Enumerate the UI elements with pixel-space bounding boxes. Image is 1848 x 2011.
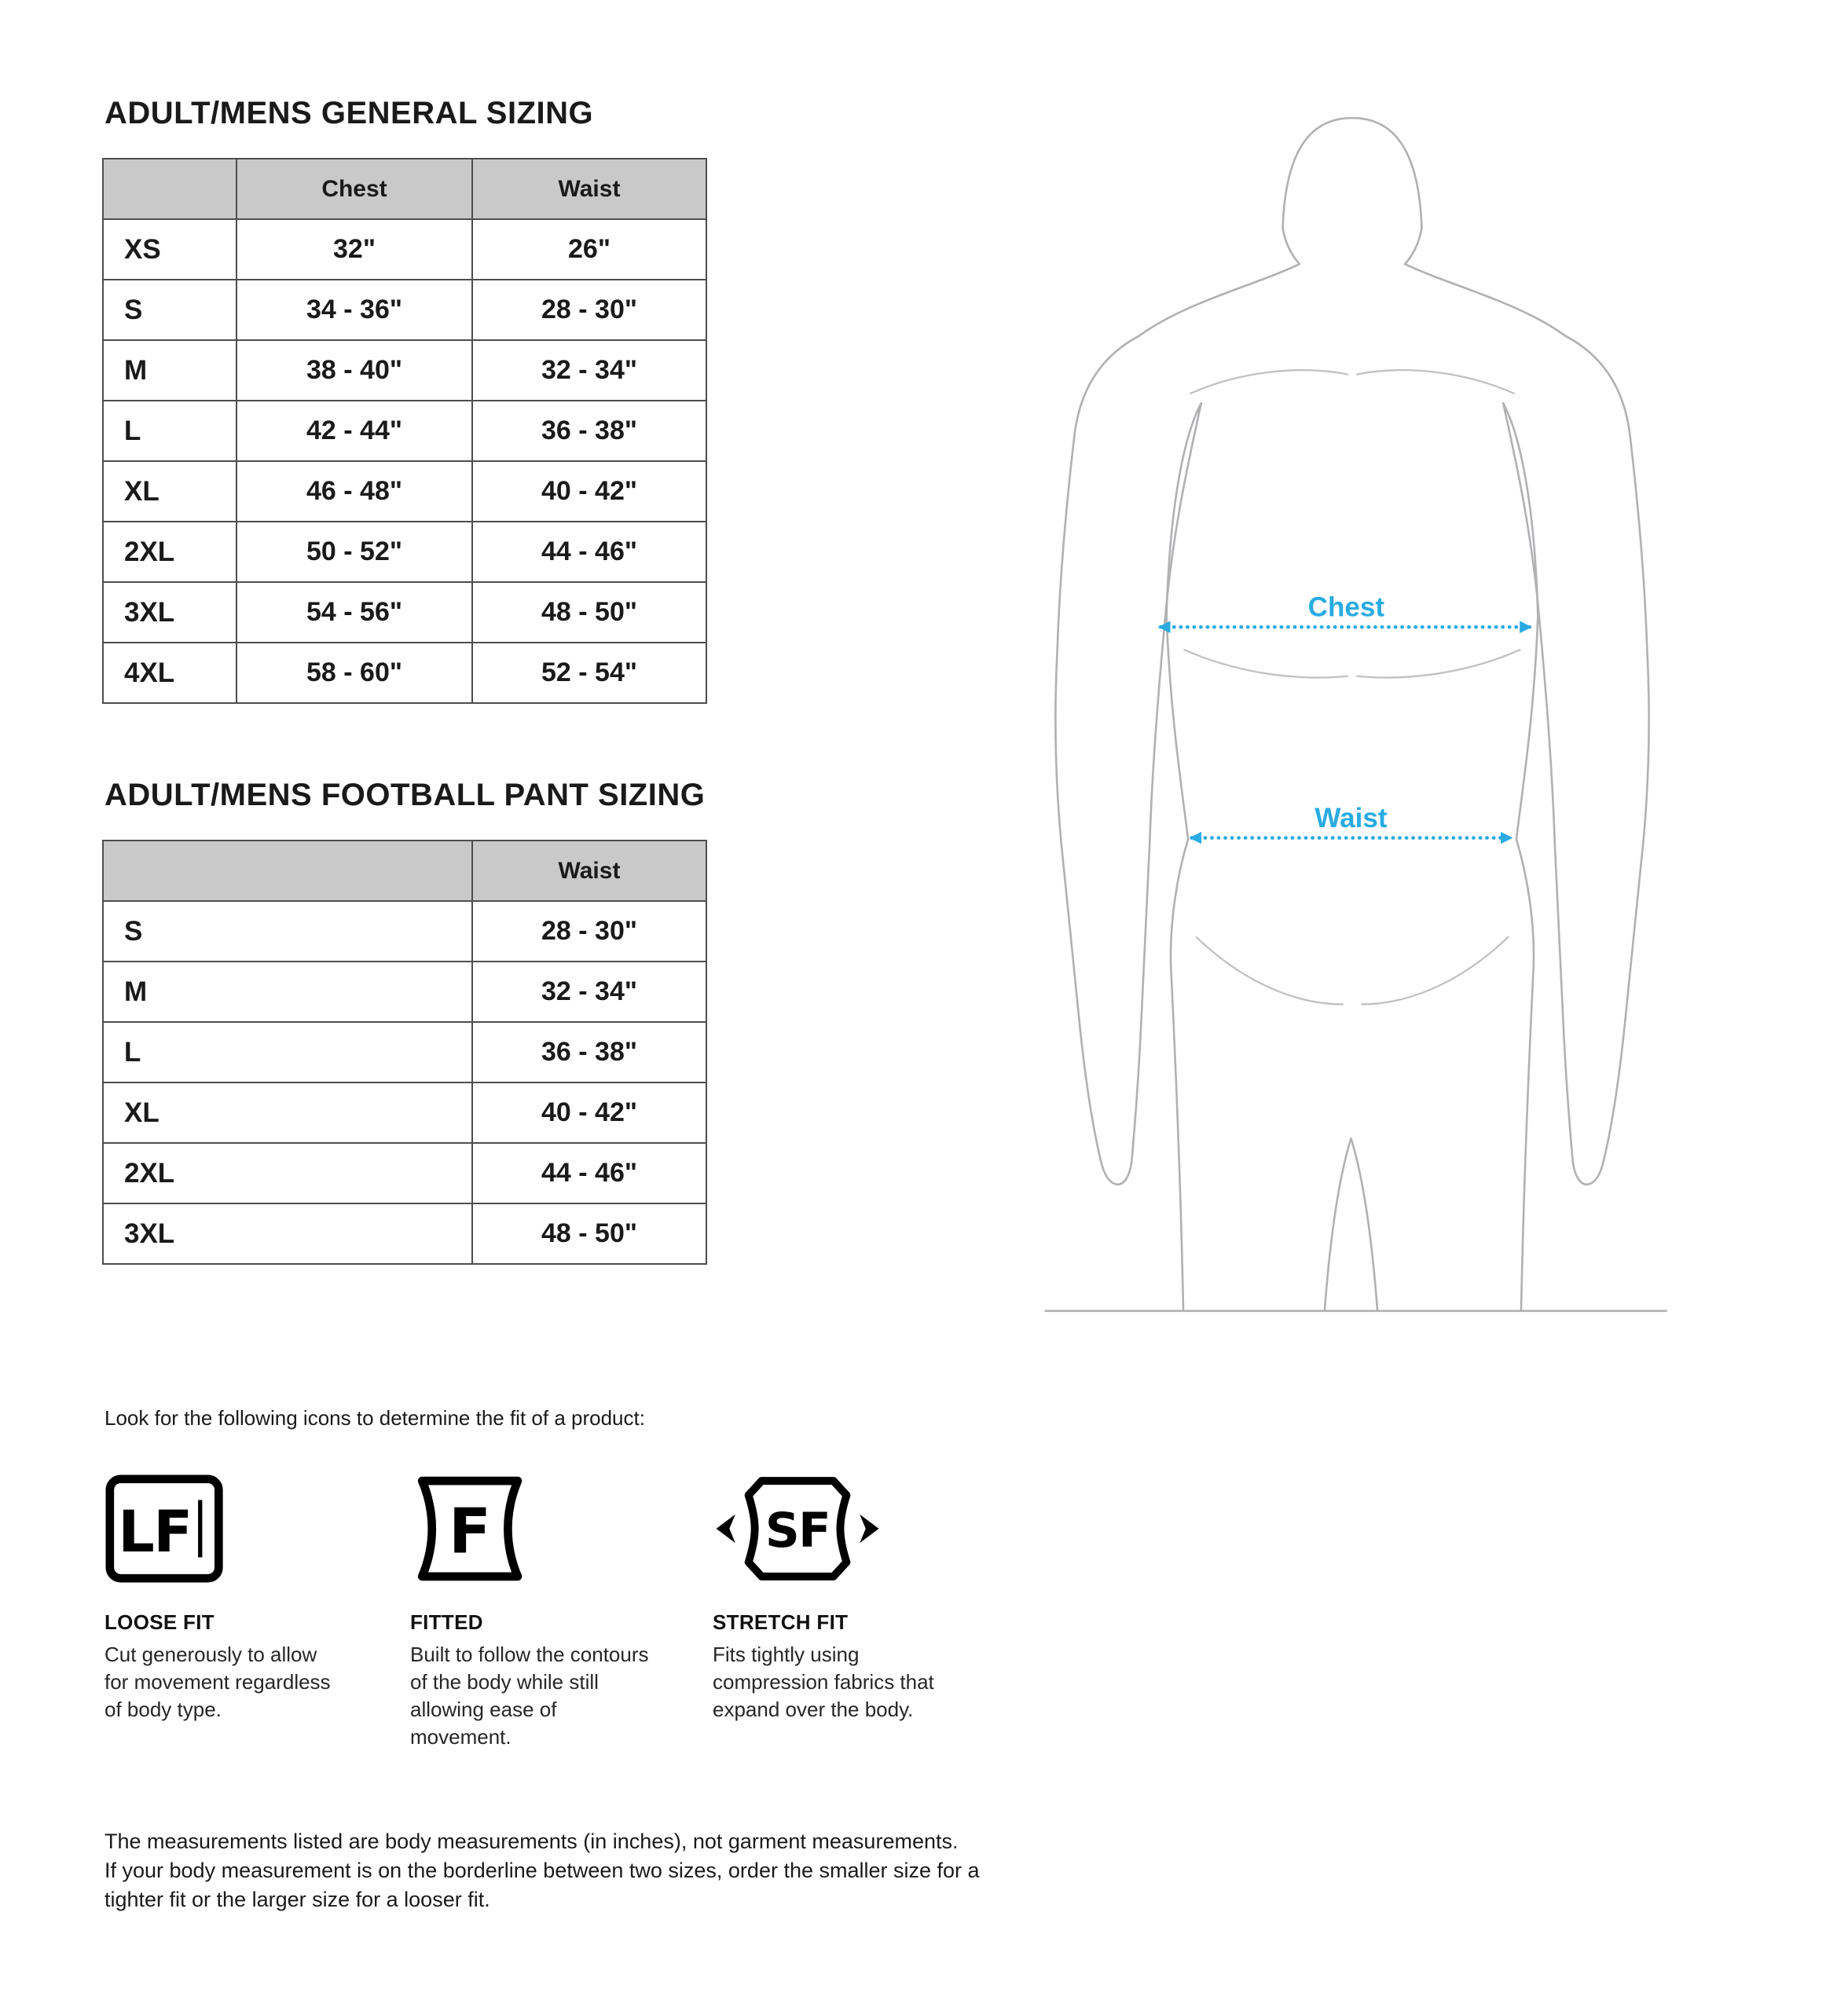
svg-text:SF: SF [764,1503,830,1559]
loose-fit-description: Cut generously to allow for movement regardless of body type. [104,1643,331,1721]
chest-column-header: Chest [236,159,472,219]
size-label: 4XL [103,643,236,703]
loose-fit-icon [104,1474,410,1584]
fitted-name: FITTED [410,1610,483,1634]
table-row [103,643,706,703]
loose-fit-column [104,1474,410,1751]
general-sizing-title: ADULT/MENS GENERAL SIZING [104,96,594,130]
table-row [103,219,706,280]
chest-detail-line [1357,650,1520,677]
waist-measure-label: Waist [1314,802,1388,833]
body-outline-svg [992,108,1712,1318]
waist-value: 36 - 38" [472,401,706,461]
stretch-fit-column [713,1474,996,1751]
chest-value: 34 - 36" [236,280,472,340]
left-body-outline [1055,228,1300,1310]
upper-back-detail-line [1357,370,1514,394]
chest-measure-label: Chest [1307,592,1385,623]
waist-value: 44 - 46" [472,522,706,582]
table-row [103,582,706,643]
chest-value: 46 - 48" [236,461,472,522]
table-row [103,461,706,522]
measurement-note-line: The measurements listed are body measurements (in inches), not garment measurements. [104,1830,959,1853]
empty-corner-cell [103,159,236,219]
hip-detail-line [1362,937,1508,1004]
body-measurement-diagram [992,108,1712,1318]
chest-value: 32" [236,219,472,280]
chest-value: 50 - 52" [236,522,472,582]
waist-value: 32 - 34" [472,962,706,1022]
general-sizing-table [102,158,707,704]
upper-back-detail-line [1190,370,1348,394]
header-row [103,159,706,219]
table-row [103,1022,706,1082]
stretch-fit-name: STRETCH FIT [713,1610,849,1634]
fitted-column [410,1474,713,1751]
size-label: XL [103,1082,472,1143]
waist-column-header: Waist [472,159,706,219]
inner-legs-outline [1325,1138,1377,1310]
head-outline [1283,118,1422,228]
left-stretch-arrow [717,1515,735,1544]
size-label: 3XL [103,582,236,643]
sizing-tables-column [102,96,706,1265]
waist-measurement [1192,803,1511,838]
fitted-icon [410,1474,713,1584]
waist-value: 32 - 34" [472,340,706,401]
waist-value: 52 - 54" [472,643,706,703]
fit-intro-text: Look for the following icons to determine the fit of a product: [104,1406,645,1430]
empty-corner-cell [103,841,472,901]
chest-value: 58 - 60" [236,643,472,703]
size-label: M [103,962,472,1022]
right-stretch-arrow [860,1515,878,1544]
waist-value: 36 - 38" [472,1022,706,1082]
table-row [103,1143,706,1203]
size-label: L [103,1022,472,1082]
size-label: 2XL [103,1143,472,1203]
table-row [103,280,706,340]
table-row [103,340,706,401]
table-row [103,522,706,582]
stretch-fit-description: Fits tightly using compression fabrics that expand over the body. [713,1643,934,1721]
waist-value: 26" [472,219,706,280]
svg-text:LF: LF [118,1498,192,1566]
measurement-note-line: If your body measurement is on the borderline between two sizes, order the smaller size for a [104,1859,980,1882]
waist-column-header: Waist [472,841,706,901]
waist-value: 40 - 42" [472,461,706,522]
size-label: S [103,280,236,340]
size-label: XL [103,461,236,522]
table-row [103,901,706,962]
right-body-outline [1405,228,1649,1310]
pant-sizing-title: ADULT/MENS FOOTBALL PANT SIZING [104,778,706,812]
chest-value: 54 - 56" [236,582,472,643]
chest-value: 38 - 40" [236,340,472,401]
stretch-fit-icon [713,1474,996,1584]
loose-fit-name: LOOSE FIT [104,1610,214,1634]
header-row [103,841,706,901]
waist-value: 48 - 50" [472,582,706,643]
chest-measurement [1160,592,1530,627]
size-label: XS [103,219,236,280]
waist-value: 44 - 46" [472,1143,706,1203]
size-label: S [103,901,472,962]
waist-value: 28 - 30" [472,280,706,340]
size-label: 3XL [103,1203,472,1264]
fit-legend [104,1474,996,1751]
pant-sizing-table [102,840,707,1265]
hip-detail-line [1197,937,1343,1004]
svg-text:F: F [449,1495,492,1568]
size-label: L [103,401,236,461]
measurement-note-line: tighter fit or the larger size for a looser fit. [104,1888,490,1911]
waist-value: 28 - 30" [472,901,706,962]
table-row [103,1082,706,1143]
table-row [103,962,706,1022]
chest-detail-line [1185,650,1348,677]
table-row [103,1203,706,1264]
waist-value: 48 - 50" [472,1203,706,1264]
table-row [103,401,706,461]
size-label: 2XL [103,522,236,582]
waist-value: 40 - 42" [472,1082,706,1143]
chest-value: 42 - 44" [236,401,472,461]
measurement-note [104,1827,980,1914]
size-label: M [103,340,236,401]
fitted-description: Built to follow the contours of the body while still allowing ease of movement. [410,1643,649,1749]
